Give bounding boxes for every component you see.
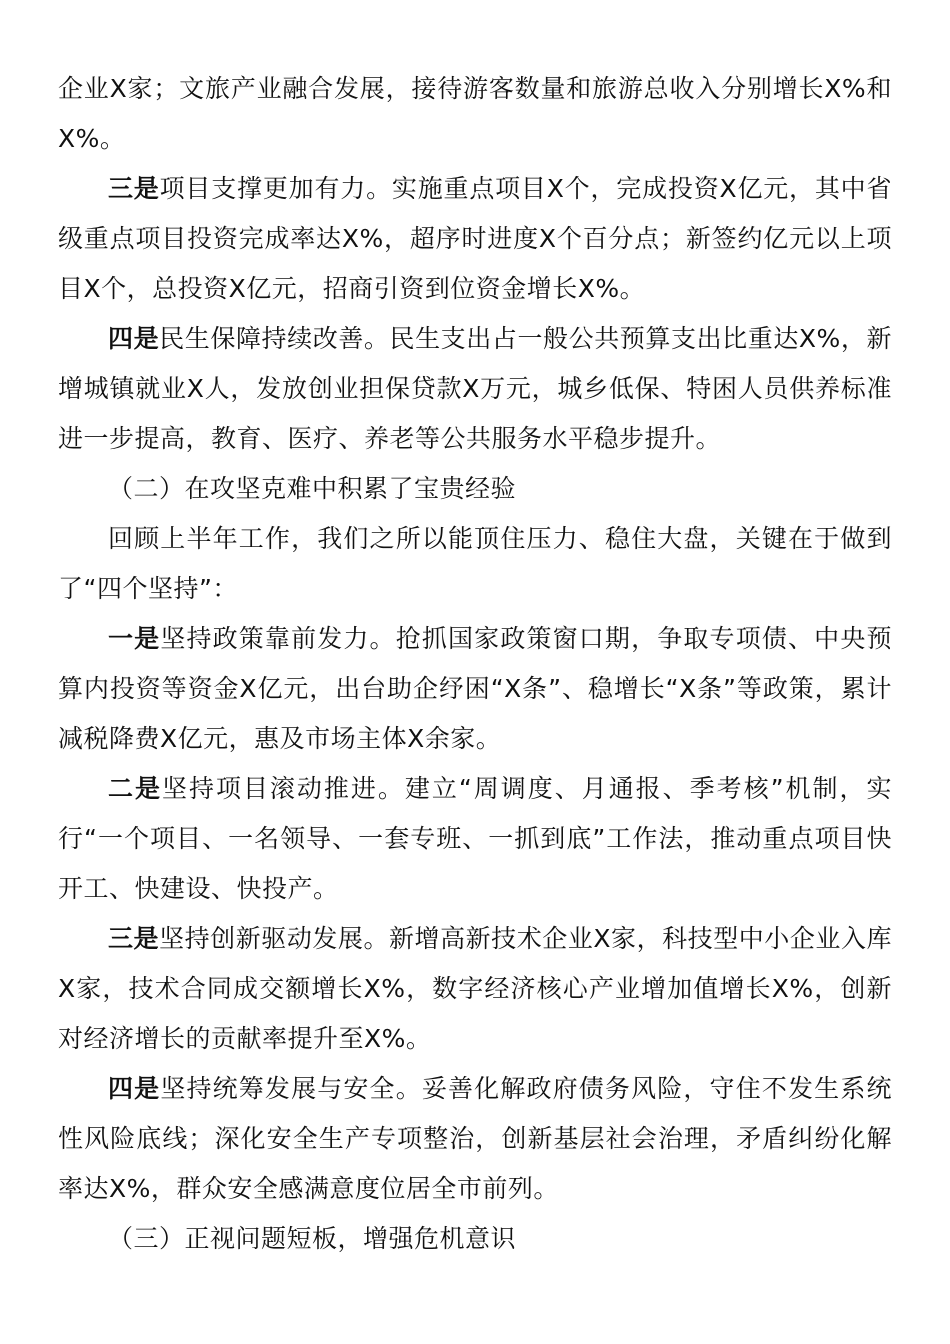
experience-item-1 — [58, 614, 892, 764]
paragraph-lead: 三是 — [108, 924, 160, 953]
paragraph-lead: 四是 — [108, 324, 160, 353]
experience-item-4 — [58, 1064, 892, 1214]
paragraph-text: 企业X家；文旅产业融合发展，接待游客数量和旅游总收入分别增长X%和X%。 — [58, 74, 892, 153]
document-page — [58, 64, 892, 1264]
paragraph-lead: 四是 — [108, 1074, 161, 1103]
paragraph-text: 项目支撑更加有力。实施重点项目X个，完成投资X亿元，其中省级重点项目投资完成率达X%，超序时进度X个百分点；新签约亿元以上项目X个，总投资X亿元，招商引资到位资金增长X%。 — [58, 174, 892, 303]
paragraph-text: 民生保障持续改善。民生支出占一般公共预算支出比重达X%，新增城镇就业X人，发放创业担保贷款X万元，城乡低保、特困人员供养标准进一步提高，教育、医疗、养老等公共服务水平稳步提升。 — [58, 324, 892, 453]
section-intro: 回顾上半年工作，我们之所以能顶住压力、稳住大盘，关键在于做到了“四个坚持”： — [58, 524, 892, 603]
paragraph-project-support — [58, 164, 892, 314]
paragraph-livelihood — [58, 314, 892, 464]
paragraph-lead: 二是 — [108, 774, 162, 803]
paragraph-text: 坚持创新驱动发展。新增高新技术企业X家，科技型中小企业入库X家，技术合同成交额增长X%，数字经济核心产业增加值增长X%，创新对经济增长的贡献率提升至X%。 — [58, 924, 892, 1053]
paragraph-text: 坚持统筹发展与安全。妥善化解政府债务风险，守住不发生系统性风险底线；深化安全生产专项整治，创新基层社会治理，矛盾纠纷化解率达X%，群众安全感满意度位居全市前列。 — [58, 1074, 892, 1203]
paragraph-lead: 一是 — [108, 624, 161, 653]
paragraph-lead: 三是 — [108, 174, 160, 203]
paragraph-text: 坚持政策靠前发力。抢抓国家政策窗口期，争取专项债、中央预算内投资等资金X亿元，出台助企纾困“X条”、稳增长“X条”等政策，累计减税降费X亿元，惠及市场主体X余家。 — [58, 624, 892, 753]
paragraph-continuation — [58, 64, 892, 164]
paragraph-text: 坚持项目滚动推进。建立“周调度、月通报、季考核”机制，实行“一个项目、一名领导、一套专班、一抓到底”工作法，推动重点项目快开工、快建设、快投产。 — [58, 774, 892, 903]
section-heading-2: （二）在攻坚克难中积累了宝贵经验 — [108, 474, 517, 503]
section-heading-3: （三）正视问题短板，增强危机意识 — [108, 1224, 517, 1253]
experience-item-3 — [58, 914, 892, 1064]
experience-item-2 — [58, 764, 892, 914]
